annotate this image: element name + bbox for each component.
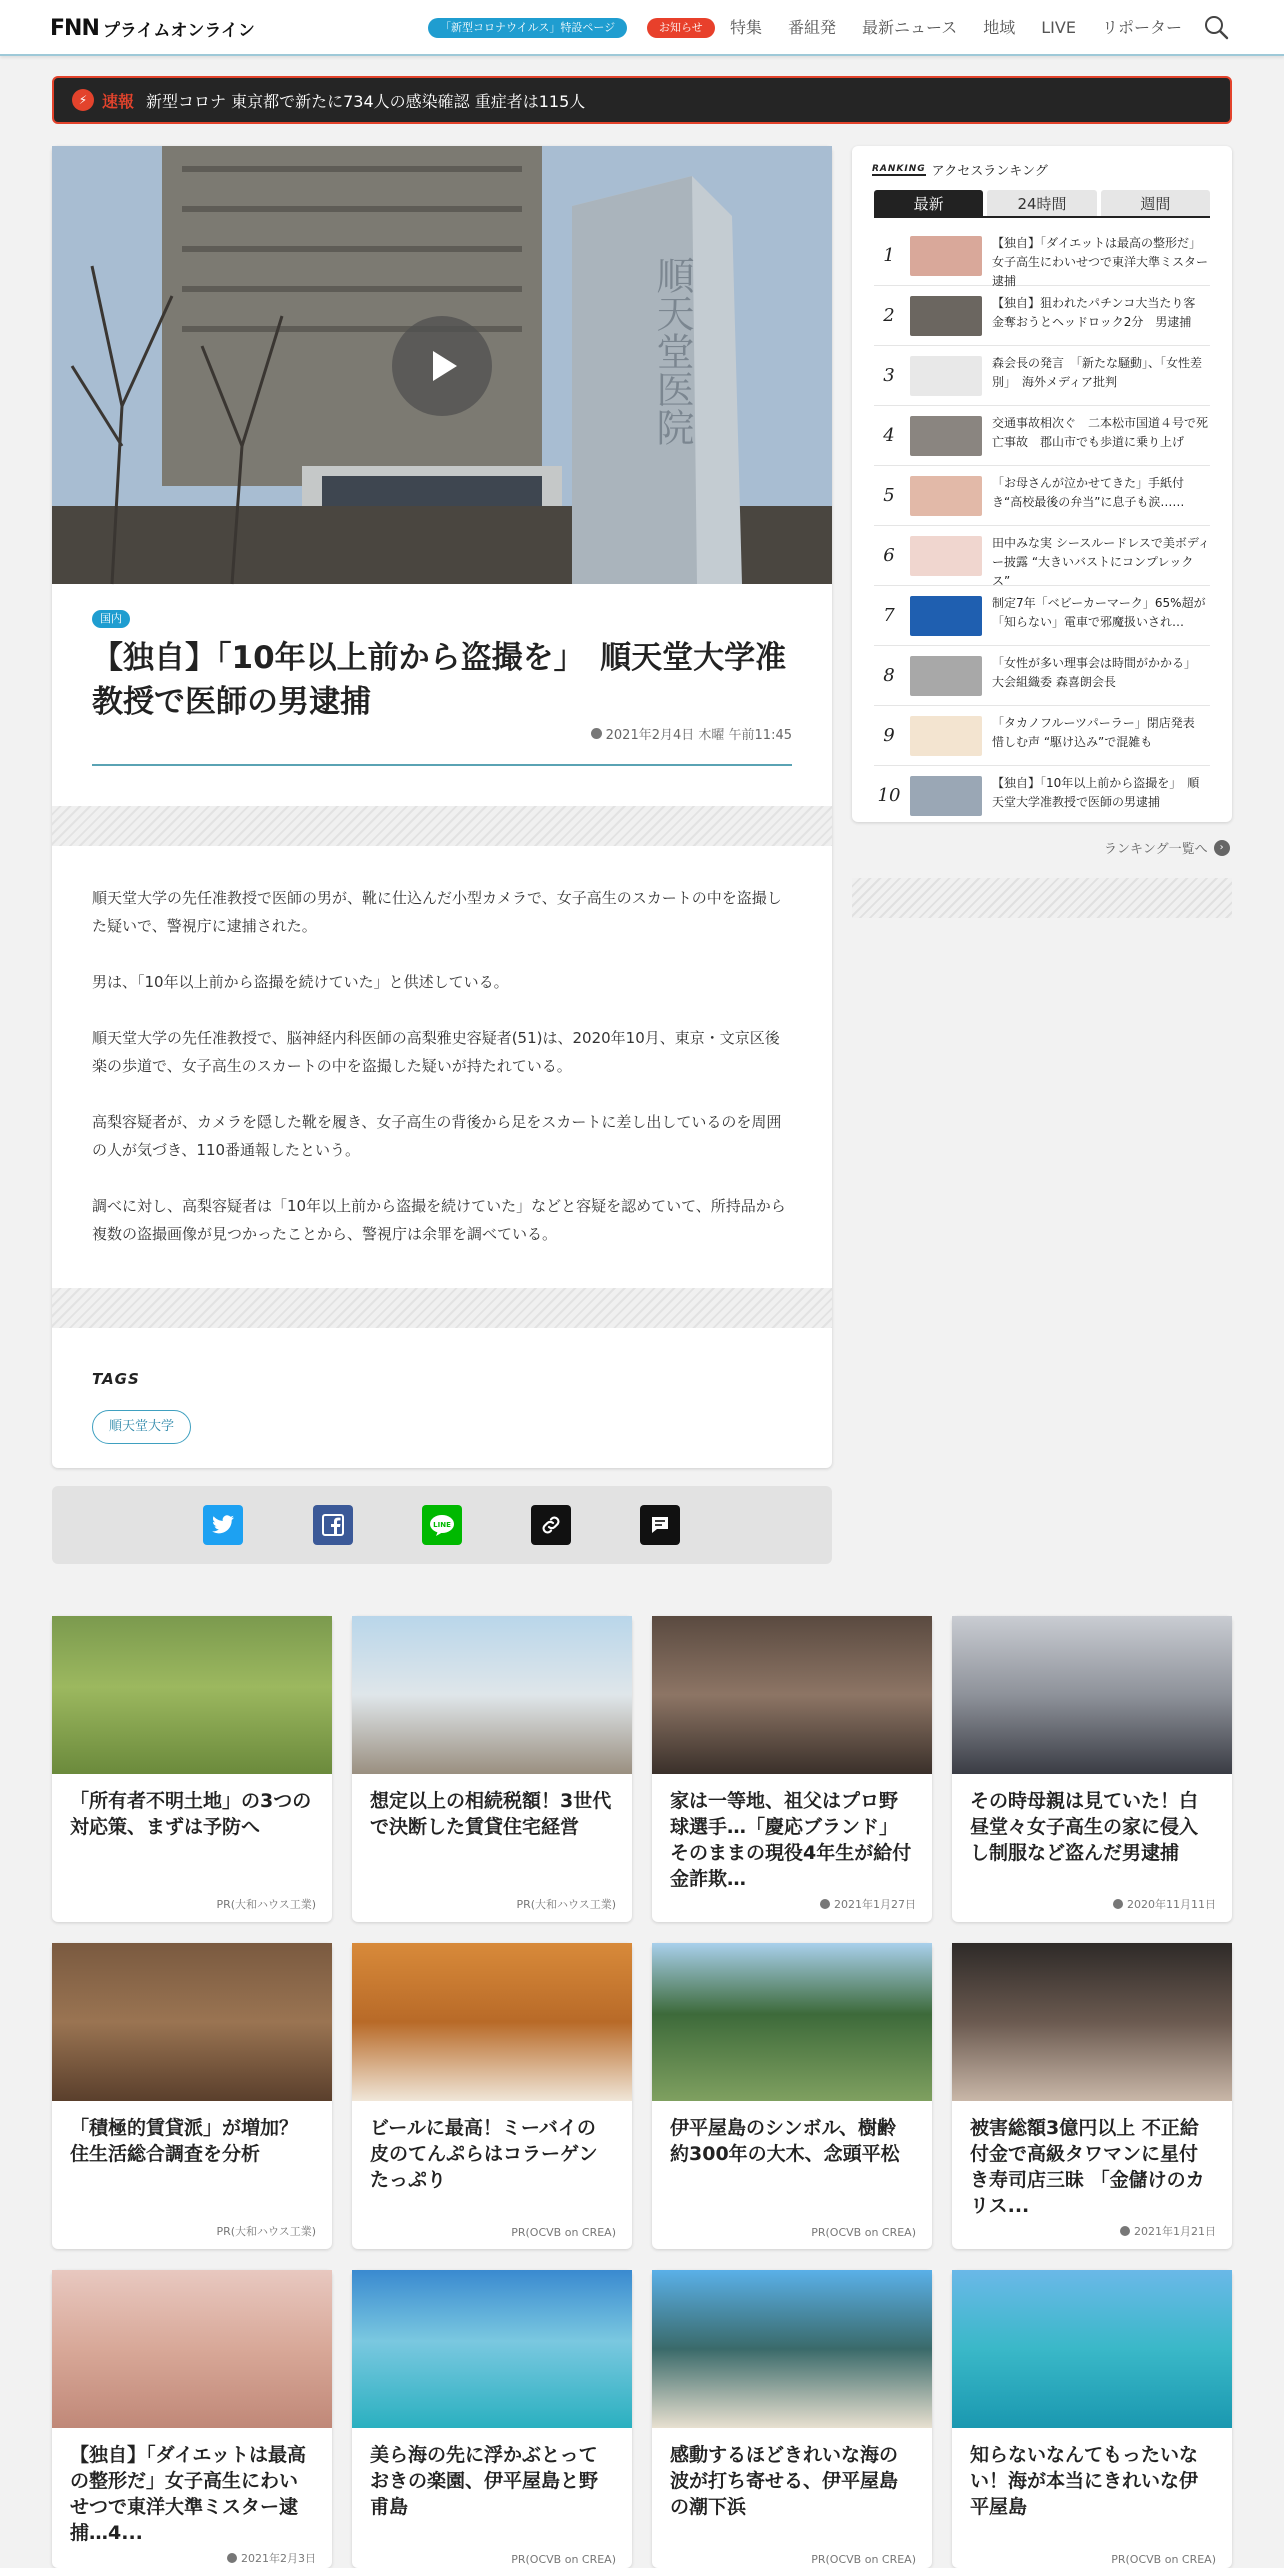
card-meta-text: PR(OCVB on CREA) — [1111, 2553, 1216, 2566]
ranking-item[interactable] — [874, 526, 1210, 586]
rank-thumbnail — [910, 416, 982, 456]
rank-thumbnail — [910, 356, 982, 396]
tags-label: TAGS — [92, 1370, 140, 1388]
ranking-item[interactable] — [874, 706, 1210, 766]
card-title: 知らないなんてもったいない！海が本当にきれいな伊平屋島 — [970, 2444, 1199, 2518]
card-title: 被害総額3億円以上 不正給付金で高級タワマンに星付き寿司店三昧 「金儲けのカリス... — [970, 2117, 1205, 2217]
body-paragraph: 順天堂大学の先任准教授で、脳神経内科医師の高梨雅史容疑者(51)は、2020年10月、東京・文京区後楽の歩道で、女子高生のスカートの中を盗撮した疑いが持たれている。 — [92, 1029, 780, 1075]
breaking-label: 速報 — [102, 91, 135, 111]
card-image — [952, 1616, 1232, 1774]
card-image — [652, 1943, 932, 2101]
recommend-card[interactable] — [352, 2270, 632, 2568]
ranking-header — [872, 160, 1048, 179]
recommend-card[interactable] — [652, 2270, 932, 2568]
tag-chip[interactable]: 順天堂大学 — [92, 1410, 191, 1444]
card-title: 家は一等地、祖父はプロ野球選手…「慶応ブランド」そのままの現役4年生が給付金詐欺… — [670, 1790, 912, 1890]
ranking-item[interactable] — [874, 646, 1210, 706]
card-meta — [511, 2553, 616, 2566]
card-meta-text: PR(OCVB on CREA) — [811, 2226, 916, 2239]
card-image — [652, 1616, 932, 1774]
tab-weekly[interactable]: 週間 — [1101, 190, 1210, 216]
article-body — [92, 884, 792, 1276]
ranking-item[interactable] — [874, 766, 1210, 826]
comment-icon — [649, 1514, 671, 1536]
rank-number: 6 — [883, 545, 895, 566]
card-meta-text: 2021年1月27日 — [834, 1898, 916, 1911]
card-title: 美ら海の先に浮かぶとっておきの楽園、伊平屋島と野甫島 — [370, 2444, 599, 2518]
twitter-icon — [211, 1515, 235, 1535]
clock-icon — [1120, 2226, 1130, 2236]
site-header — [0, 0, 1284, 56]
category-badge[interactable]: 国内 — [92, 610, 130, 628]
recommend-card[interactable] — [352, 1616, 632, 1922]
rank-headline: 「女性が多い理事会は時間がかかる」 大会組織委 森喜朗会長 — [992, 656, 1203, 689]
card-meta-text: PR(大和ハウス工業) — [216, 2225, 316, 2238]
card-title: その時母親は見ていた！白昼堂々女子高生の家に侵入し制服など盗んだ男逮捕 — [970, 1790, 1199, 1864]
rank-headline: 田中みな実 シースルードレスで美ボディー披露 “大きいバストにコンプレックス” — [992, 536, 1210, 588]
ranking-title: アクセスランキング — [931, 164, 1048, 179]
line-icon — [429, 1514, 455, 1536]
card-meta — [216, 1896, 316, 1912]
rank-headline: 【独自】「10年以上前から盗撮を」 順天堂大学准教授で医師の男逮捕 — [992, 776, 1200, 809]
clock-icon — [1113, 1899, 1123, 1909]
card-meta — [1113, 1896, 1216, 1912]
card-meta-text: 2020年11月11日 — [1127, 1898, 1216, 1911]
card-image — [52, 1943, 332, 2101]
ranking-item[interactable] — [874, 586, 1210, 646]
share-bar — [52, 1486, 832, 1564]
ranking-item[interactable] — [874, 346, 1210, 406]
card-title: 「積極的賃貸派」が増加？住生活総合調査を分析 — [70, 2117, 299, 2165]
nav-item-features[interactable]: 特集 — [730, 18, 763, 37]
facebook-icon — [322, 1514, 344, 1536]
ranking-item[interactable] — [874, 406, 1210, 466]
card-image — [352, 1616, 632, 1774]
card-title: 感動するほどきれいな海の波が打ち寄せる、伊平屋島の潮下浜 — [670, 2444, 899, 2518]
ranking-item[interactable] — [874, 466, 1210, 526]
card-meta — [1111, 2553, 1216, 2566]
rank-headline: 森会長の発言 「新たな騒動」、「女性差別」 海外メディア批判 — [992, 356, 1203, 389]
card-meta — [1120, 2223, 1216, 2239]
article-date — [591, 724, 792, 743]
card-title: 想定以上の相続税額！3世代で決断した賃貸住宅経営 — [370, 1790, 612, 1838]
hero-sign-text: 順天堂医院 — [650, 256, 694, 446]
card-meta-text: PR(OCVB on CREA) — [511, 2553, 616, 2566]
ranking-item[interactable] — [874, 226, 1210, 286]
covid-special-link[interactable]: 「新型コロナウイルス」特設ページ — [428, 18, 627, 38]
ranking-item[interactable] — [874, 286, 1210, 346]
body-paragraph: 高梨容疑者が、カメラを隠した靴を履き、女子高生の背後から足をスカートに差し出しているのを周囲の人が気づき、110番通報したという。 — [92, 1113, 782, 1159]
rank-thumbnail — [910, 236, 982, 276]
card-image — [652, 2270, 932, 2428]
card-title: 伊平屋島のシンボル、樹齢約300年の大木、念頭平松 — [670, 2117, 900, 2165]
nav-item-regions[interactable]: 地域 — [983, 18, 1016, 37]
rank-number: 2 — [883, 305, 895, 326]
card-image — [52, 2270, 332, 2428]
decorative-stripe-bottom — [52, 1288, 832, 1328]
logo-text: プライムオンライン — [102, 20, 255, 41]
recommend-card[interactable] — [652, 1943, 932, 2249]
nav-item-live[interactable]: LIVE — [1041, 18, 1076, 37]
site-logo[interactable] — [50, 16, 255, 40]
card-image — [352, 2270, 632, 2428]
card-image — [352, 1943, 632, 2101]
article-title: 【独自】「10年以上前から盗撮を」 順天堂大学准教授で医師の男逮捕 — [92, 640, 787, 720]
clock-icon — [820, 1899, 830, 1909]
breaking-text[interactable]: 新型コロナ 東京都で新たに734人の感染確認 重症者は115人 — [146, 91, 586, 111]
logo-mark: FNN — [50, 15, 99, 41]
side-decorative-stripe — [852, 878, 1232, 918]
recommend-card[interactable] — [952, 1616, 1232, 1922]
card-meta — [811, 2226, 916, 2239]
card-meta-text: PR(大和ハウス工業) — [516, 1898, 616, 1911]
card-title: 「所有者不明土地」の3つの対応策、まずは予防へ — [70, 1790, 312, 1838]
body-paragraph: 男は、「10年以上前から盗撮を続けていた」と供述している。 — [92, 973, 509, 991]
clock-icon — [227, 2553, 237, 2563]
card-title: ビールに最高！ミーバイの皮のてんぷらはコラーゲンたっぷり — [370, 2117, 598, 2191]
tab-24h[interactable]: 24時間 — [987, 190, 1096, 216]
rank-number: 7 — [883, 605, 895, 626]
tab-latest[interactable]: 最新 — [874, 190, 983, 216]
card-meta — [216, 2223, 316, 2239]
rank-number: 4 — [883, 425, 895, 446]
rank-headline: 交通事故相次ぐ 二本松市国道４号で死亡事故 郡山市でも歩道に乗り上げ — [992, 416, 1209, 449]
notice-link[interactable]: お知らせ — [647, 18, 715, 38]
rank-thumbnail — [910, 476, 982, 516]
clock-icon — [591, 728, 602, 739]
card-image — [952, 2270, 1232, 2428]
rank-thumbnail — [910, 776, 982, 816]
recommend-card[interactable] — [952, 2270, 1232, 2568]
rank-thumbnail — [910, 716, 982, 756]
rank-number: 3 — [883, 365, 895, 386]
rank-number: 9 — [883, 725, 895, 746]
play-button[interactable] — [392, 316, 492, 416]
recommend-card[interactable] — [952, 1943, 1232, 2249]
article-date-text: 2021年2月4日 木曜 午前11:45 — [605, 728, 792, 743]
rank-headline: 制定7年「ベビーカーマーク」65%超が「知らない」電車で邪魔扱いされ… — [992, 596, 1206, 629]
comment-button[interactable] — [640, 1505, 680, 1545]
card-meta-text: PR(OCVB on CREA) — [811, 2553, 916, 2566]
rank-thumbnail — [910, 296, 982, 336]
recommend-card[interactable] — [52, 1943, 332, 2249]
access-ranking — [852, 146, 1232, 822]
link-icon — [540, 1514, 562, 1536]
recommend-card[interactable] — [352, 1943, 632, 2249]
lightning-icon: ⚡ — [72, 89, 94, 111]
card-meta — [516, 1896, 616, 1912]
card-title: 【独自】「ダイエットは最高の整形だ」女子高生にわいせつで東洋大準ミスター逮捕…4... — [70, 2444, 306, 2544]
nav-item-reporters[interactable]: リポーター — [1101, 18, 1182, 37]
card-image — [52, 1616, 332, 1774]
card-meta — [511, 2226, 616, 2239]
title-divider — [92, 764, 792, 766]
rank-number: 10 — [877, 785, 901, 806]
card-meta-text: 2021年2月3日 — [241, 2552, 316, 2565]
body-paragraph: 順天堂大学の先任准教授で医師の男が、靴に仕込んだ小型カメラで、女子高生のスカートの中を盗撮した疑いで、警視庁に逮捕された。 — [92, 889, 782, 935]
rank-thumbnail — [910, 596, 982, 636]
ranking-badge: RANKING — [872, 163, 926, 174]
nav-item-programs[interactable]: 番組発 — [788, 18, 837, 37]
rank-number: 8 — [883, 665, 895, 686]
copy-link-button[interactable] — [531, 1505, 571, 1545]
card-meta — [820, 1896, 916, 1912]
main-nav — [730, 16, 1182, 40]
recommend-card[interactable] — [52, 2270, 332, 2568]
rank-headline: 「お母さんが泣かせてきた」手紙付き“高校最後の弁当”に息子も涙…… — [992, 476, 1185, 509]
card-meta-text: PR(OCVB on CREA) — [511, 2226, 616, 2239]
decorative-stripe-top — [52, 806, 832, 846]
article-card — [52, 146, 832, 1468]
rank-headline: 【独自】「ダイエットは最高の整形だ」女子高生にわいせつで東洋大準ミスター逮捕 — [992, 236, 1209, 288]
body-paragraph: 調べに対し、高梨容疑者は「10年以上前から盗撮を続けていた」などと容疑を認めていて、所持品から複数の盗撮画像が見つかったことから、警視庁は余罪を調べている。 — [92, 1197, 786, 1243]
rank-thumbnail — [910, 536, 982, 576]
card-image — [952, 1943, 1232, 2101]
twitter-share-button[interactable] — [203, 1505, 243, 1545]
nav-item-latest-news[interactable]: 最新ニュース — [862, 18, 958, 37]
recommend-card[interactable] — [652, 1616, 932, 1922]
rank-number: 5 — [883, 485, 895, 506]
card-meta — [811, 2553, 916, 2566]
rank-thumbnail — [910, 656, 982, 696]
card-meta-text: PR(大和ハウス工業) — [216, 1898, 316, 1911]
card-meta-text: 2021年1月21日 — [1134, 2225, 1216, 2238]
recommend-card[interactable] — [52, 1616, 332, 1922]
ranking-more-link[interactable] — [1104, 838, 1230, 857]
rank-number: 1 — [883, 245, 895, 266]
line-share-button[interactable] — [422, 1505, 462, 1545]
ranking-more-text: ランキング一覧へ — [1104, 842, 1208, 857]
article-hero-video[interactable] — [52, 146, 832, 584]
breaking-news-bar[interactable] — [52, 76, 1232, 124]
ranking-tabs — [874, 190, 1210, 218]
rank-headline: 「タカノフルーツパーラー」閉店発表 惜しむ声 “駆け込み”で混雑も — [992, 716, 1207, 749]
card-meta — [227, 2550, 316, 2566]
search-icon[interactable] — [1203, 14, 1229, 40]
facebook-share-button[interactable] — [313, 1505, 353, 1545]
chevron-right-icon: › — [1214, 840, 1230, 856]
svg-text:LINE: LINE — [433, 1521, 451, 1529]
rank-headline: 【独自】狙われたパチンコ大当たり客 金奪おうとヘッドロック2分 男逮捕 — [992, 296, 1208, 329]
